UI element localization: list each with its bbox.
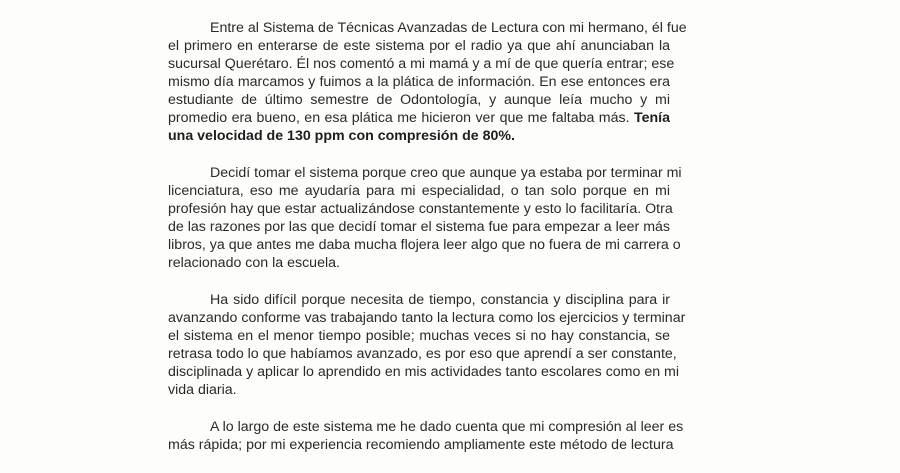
bold-text: Tenía	[633, 110, 670, 126]
bold-text: una velocidad de 130 ppm con compresión de 80%.	[168, 128, 515, 144]
text-line: avanzando conforme vas trabajando tanto la lectura como los ejercicios y terminar	[168, 310, 686, 326]
text-line	[168, 127, 670, 145]
text-line: Ha sido difícil porque necesita de tiempo, constancia y disciplina para ir	[210, 292, 670, 308]
text-line: profesión hay que estar actualizándose constantemente y esto lo facilitaría. Otra	[168, 201, 673, 217]
text-line: licenciatura, eso me ayudaría para mi especialidad, o tan solo porque en mi	[168, 183, 670, 199]
text-line: sucursal Querétaro. Él nos comentó a mi mamá y a mí de que quería entrar; ese	[168, 56, 675, 72]
text-line: A lo largo de este sistema me he dado cuenta que mi compresión al leer es	[210, 419, 684, 435]
text-line: disciplinada y aplicar lo aprendido en mis actividades tanto escolares como en mi	[168, 364, 680, 380]
paragraph-1	[168, 19, 687, 145]
text-line: el primero en enterarse de este sistema por el radio ya que ahí anunciaban la	[168, 38, 670, 54]
text-line: estudiante de último semestre de Odontología, y aunque leía mucho y mi	[168, 92, 670, 108]
paragraph-3	[168, 291, 686, 399]
document-page	[168, 19, 687, 473]
text-line: de las razones por las que decidí tomar el sistema fue para empezar a leer más	[168, 219, 670, 235]
paragraph-4	[168, 418, 684, 454]
text-line: vida diaria.	[168, 382, 237, 398]
text-segment: promedio era bueno, en esa plática me hicieron ver que me faltaba más.	[168, 110, 630, 126]
text-line: relacionado con la escuela.	[168, 255, 340, 271]
paragraph-2	[168, 164, 682, 272]
text-line	[168, 109, 670, 127]
text-line: más rápida; por mi experiencia recomiendo ampliamente este método de lectura	[168, 437, 674, 453]
text-line: libros, ya que antes me daba mucha flojera leer algo que no fuera de mi carrera o	[168, 237, 681, 253]
text-line: mismo día marcamos y fuimos a la plática de información. En ese entonces era	[168, 74, 670, 90]
text-line: Entre al Sistema de Técnicas Avanzadas de Lectura con mi hermano, él fue	[210, 20, 687, 36]
text-line: retrasa todo lo que habíamos avanzado, es por eso que aprendí a ser constante,	[168, 346, 677, 362]
text-line: Decidí tomar el sistema porque creo que aunque ya estaba por terminar mi	[210, 165, 682, 181]
text-line: el sistema en el menor tiempo posible; muchas veces si no hay constancia, se	[168, 328, 670, 344]
